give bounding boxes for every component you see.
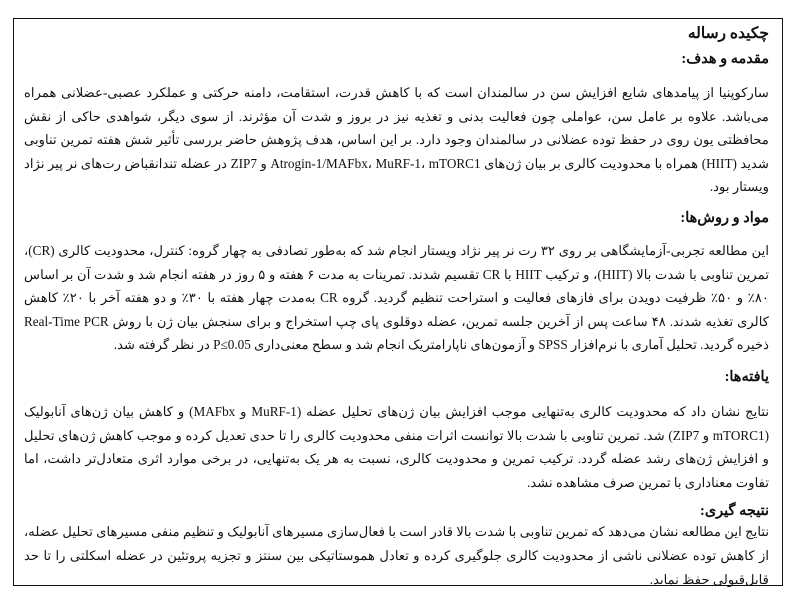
abstract-content — [24, 24, 769, 591]
section-body-conclusion: نتایج این مطالعه نشان می‌دهد که تمرین تناوبی با شدت بالا قادر است با فعال‌سازی مسیرهای آنابولیک و تنظیم منفی مسیرهای تحلیل عضله، از کاهش توده عضلانی ناشی از محدودیت کالری جلوگیری کرده و تعادل هموستاتیکی بین سنتز و تجزیه پروتئین در عضله اسکلتی را تا حد قابل‌قبولی حفظ نماید. — [24, 524, 769, 587]
section-heading-results: یافته‌ها: — [724, 368, 769, 385]
section-body-results: نتایج نشان داد که محدودیت کالری به‌تنهایی موجب افزایش بیان ژن‌های تحلیل عضله (MuRF-1 و MAFbx) و کاهش بیان ژن‌های آنابولیک (mTORC1 و ZIP7) شد. تمرین تناوبی با شدت بالا توانست اثرات منفی محدودیت کالری را تا حدی تعدیل کرده و موجب کاهش ژن‌های تحلیل و افزایش ژن‌های رشد عضله گردد. ترکیب تمرین و محدودیت کالری، نسبت به هر یک به‌تنهایی، در برخی موارد اثری متعادل‌تر داشت، اما تفاوت معناداری با تمرین صرف مشاهده نشد. — [24, 403, 769, 490]
section-heading-introduction: مقدمه و هدف: — [681, 51, 769, 67]
section-heading-methods: مواد و روش‌ها: — [680, 209, 769, 226]
abstract-title: چکیده رساله — [687, 25, 769, 42]
section-heading-conclusion: نتیجه گیری: — [699, 503, 769, 520]
section-body-introduction: سارکوپنیا از پیامدهای شایع افزایش سن در سالمندان است که با کاهش قدرت، استقامت، دامنه حرکتی و عملکرد عصبی-عضلانی همراه می‌باشد. علاوه بر عامل سن، عواملی چون فعالیت بدنی و تغذیه نیز در بروز و شدت آن مؤثرند. از سوی دیگر، شواهدی حاکی از نقش محافظتی یون روی در حفظ توده عضلانی در سالمندان وجود دارد. بر این اساس، هدف پژوهش حاضر بررسی تأثیر شش هفته تمرین تناوبی شدید (HIIT) همراه با محدودیت کالری بر بیان ژن‌های Atrogin-1/MAFbx، MuRF-1، mTORC1 و ZIP7 در عضله تندانقباض رت‌های نر پیر نژاد ویستار بود. — [24, 85, 769, 195]
section-body-methods: این مطالعه تجربی-آزمایشگاهی بر روی ۳۲ رت نر پیر نژاد ویستار انجام شد که به‌طور تصادفی به چهار گروه: کنترل، محدودیت کالری (CR)، تمرین تناوبی با شدت بالا (HIIT)، و ترکیب HIIT با CR تقسیم شدند. تمرینات به مدت ۶ هفته و ۵ روز در هفته انجام شد و شدت آن بر اساس ۸۰٪ و ۵۰٪ ظرفیت دویدن برای فازهای فعالیت و استراحت تنظیم گردید. گروه CR به‌مدت چهار هفته با ۳۰٪ و دو هفته آخر با ۲۰٪ کاهش کالری تغذیه شدند. ۴۸ ساعت پس از آخرین جلسه تمرین، عضله دوقلوی پای چپ استخراج و برای سنجش بیان ژن با روش Real-Time PCR ذخیره گردید. تحلیل آماری با نرم‌افزار SPSS و آزمون‌های ناپارامتریک انجام شد و سطح معنی‌داری P≤0.05 در نظر گرفته شد. — [24, 242, 770, 353]
